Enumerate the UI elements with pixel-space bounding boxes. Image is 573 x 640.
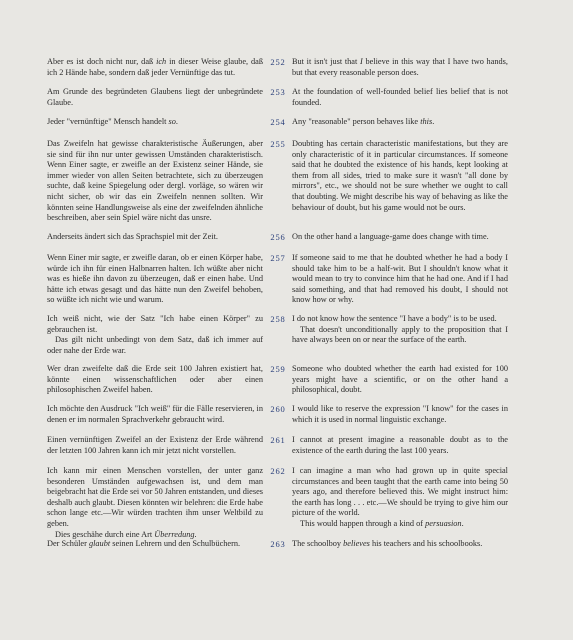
english-text: On the other hand a language-game does change with time.	[292, 232, 489, 241]
german-text: Wer dran zweifelte daß die Erde seit 100 Jahren existiert hat, könnte einen wissenschaftlichen oder aber einen philosophischen Zweifel haben.	[47, 364, 263, 395]
section-number: 263	[270, 539, 286, 549]
english-text: The schoolboy believes his teachers and his schoolbooks.	[292, 539, 483, 548]
section-number: 262	[270, 466, 286, 476]
english-text: If someone said to me that he doubted whether he had a body I should take him to be a half-wit. But I shouldn't know what it would mean to try to convince him that he had one. And if I had said something, and that had removed his doubt, I should not know how or why.	[292, 253, 508, 305]
german-text: Anderseits ändert sich das Sprachspiel mit der Zeit.	[47, 232, 218, 241]
section-number: 260	[270, 404, 286, 414]
german-text: Wenn Einer mir sagte, er zweifle daran, ob er einen Körper habe, würde ich ihn für einen Halbnarren halten. Ich wüßte aber nicht was es hieße ihn davon zu überzeugen, daß er einen habe. Und hätte ich etwas gesagt und das hätte nun den Zweifel behoben, so wüßte ich nicht wie und warum.	[47, 253, 263, 305]
english-text	[292, 466, 508, 530]
english-text: Someone who doubted whether the earth had existed for 100 years might have a scientific, or on the other hand a philosophical, doubt.	[292, 364, 508, 395]
english-text: I would like to reserve the expression "I know" for the cases in which it is used in normal linguistic exchange.	[292, 404, 508, 424]
section-number: 258	[270, 314, 286, 324]
german-text: Am Grunde des begründeten Glaubens liegt der unbegründete Glaube.	[47, 87, 263, 107]
german-paragraph: Ich weiß nicht, wie der Satz "Ich habe einen Körper" zu gebrauchen ist.	[47, 314, 263, 334]
english-text: But it isn't just that I believe in this way that I have two hands, but that every reasonable person does.	[292, 57, 508, 77]
german-text: Ich möchte den Ausdruck "Ich weiß" für die Fälle reservieren, in denen er im normalen Sprachverkehr gebraucht wird.	[47, 404, 263, 424]
english-text: Doubting has certain characteristic manifestations, but they are only characteristic of it in particular circumstances. If someone said that he doubted the existence of his hands, kept looking at them from all sides, tried to make sure it wasn't "all done by mirrors", etc., we should not be sure whether we ought to call that doubting. We might describe his way of behaving as like the behaviour of doubt, but his game would not be ours.	[292, 139, 508, 212]
english-text: I cannot at present imagine a reasonable doubt as to the existence of the earth during the last 100 years.	[292, 435, 508, 455]
german-text: Der Schüler glaubt seinen Lehrern und den Schulbüchern.	[47, 539, 241, 548]
german-paragraph: Das gilt nicht unbedingt von dem Satz, daß ich immer auf oder nahe der Erde war.	[47, 335, 263, 355]
german-text: Aber es ist doch nicht nur, daß ich in dieser Weise glaube, daß ich 2 Hände habe, sondern daß jeder Vernünftige das tut.	[47, 57, 263, 77]
section-number: 256	[270, 232, 286, 242]
section-number: 255	[270, 139, 286, 149]
german-text: Einen vernünftigen Zweifel an der Existenz der Erde während der letzten 100 Jahren kann ich mir jetzt nicht vorstellen.	[47, 435, 263, 455]
section-number: 254	[270, 117, 286, 127]
english-paragraph: I can imagine a man who had grown up in quite special circumstances and been taught that the earth came into being 50 years ago, and therefore believed this. We might instruct him: the earth has long . . . etc.—We should be trying to give him our picture of the world.	[292, 466, 508, 518]
english-text	[292, 314, 508, 346]
german-text	[47, 314, 263, 356]
english-text: At the foundation of well-founded belief lies belief that is not founded.	[292, 87, 508, 107]
english-paragraph: I do not know how the sentence "I have a body" is to be used.	[292, 314, 497, 323]
german-text	[47, 466, 263, 540]
section-number: 259	[270, 364, 286, 374]
english-paragraph: That doesn't unconditionally apply to the proposition that I have always been on or near the surface of the earth.	[292, 324, 508, 345]
german-paragraph: Dies geschähe durch eine Art Überredung.	[55, 529, 197, 539]
section-number: 252	[270, 57, 286, 67]
german-text: Jeder "vernünftige" Mensch handelt so.	[47, 117, 178, 126]
section-number: 257	[270, 253, 286, 263]
english-text: Any "reasonable" person behaves like this.	[292, 117, 435, 126]
german-paragraph: Ich kann mir einen Menschen vorstellen, der unter ganz besonderen Umständen aufgewachsen ist, und dem man beigebracht hat die Erde sei vor 50 Jahren entstanden, und dieses deshalb auch glaubt. Diesen könnten wir belehren: die Erde habe schon lange etc.—Wir würden trachten ihm unser Weltbild zu geben.	[47, 466, 263, 528]
section-number: 261	[270, 435, 286, 445]
german-text: Das Zweifeln hat gewisse charakteristische Äußerungen, aber sie sind für ihn nur unter gewissen Umständen charakteristisch. Wenn Einer sagte, er zweifle an der Existenz seiner Hände, sie immer wieder von allen Seiten betrachtete, sich zu überzeugen suchte, daß keine Spiegelung oder dergl. vorläge, so wären wir nicht sicher, ob wir das ein Zweifeln nennen sollten. Wir könnten seine Handlungsweise als eine der zweifelnden ähnliche beschreiben, aber sein Spiel wäre nicht das unsre.	[47, 139, 263, 223]
english-paragraph: This would happen through a kind of persuasion.	[300, 518, 464, 528]
section-number: 253	[270, 87, 286, 97]
